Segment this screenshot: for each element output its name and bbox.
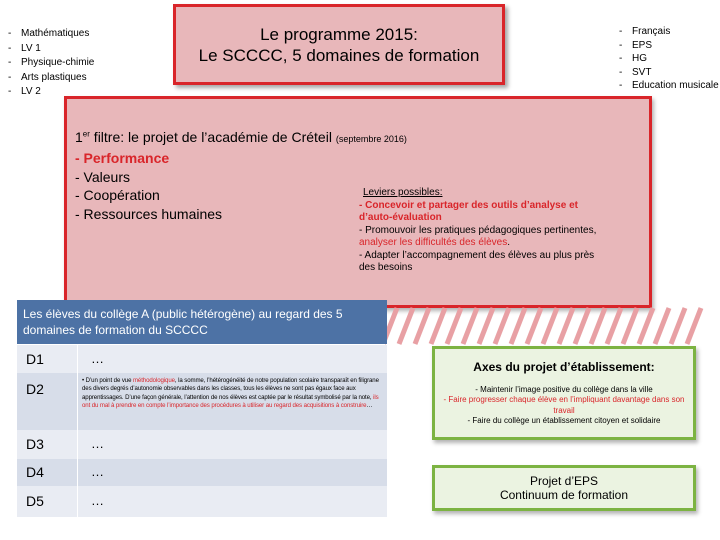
filter-ordinal-suffix: er bbox=[82, 129, 90, 139]
hatch-stripe bbox=[431, 308, 445, 344]
subjects-list-left bbox=[8, 27, 94, 100]
row-value: … bbox=[91, 493, 104, 508]
list-item: - EPS bbox=[619, 39, 719, 53]
list-item: - LV 2 bbox=[8, 85, 94, 100]
hatch-stripe bbox=[463, 308, 477, 344]
row-label: D3 bbox=[26, 436, 44, 452]
hatch-stripe bbox=[447, 308, 461, 344]
hatch-stripe bbox=[575, 308, 589, 344]
row-label: D1 bbox=[26, 351, 44, 367]
hatch-stripe bbox=[623, 308, 637, 344]
eps-line-1: Projet d’EPS bbox=[529, 474, 599, 488]
title-line-2: Le SCCCC, 5 domaines de formation bbox=[198, 45, 480, 65]
lever-2 bbox=[359, 225, 603, 250]
table-row bbox=[17, 459, 387, 486]
divider bbox=[77, 486, 78, 517]
hatch-stripe bbox=[671, 308, 685, 344]
lever-2-end: . bbox=[507, 237, 511, 248]
eps-line-2: Continuum de formation bbox=[499, 488, 629, 502]
axis-item: - Maintenir l’image positive du collège dans la ville bbox=[475, 385, 653, 394]
hatch-stripe bbox=[495, 308, 509, 344]
list-item: - Mathématiques bbox=[8, 27, 94, 42]
row-value: … bbox=[91, 351, 104, 366]
divider bbox=[77, 459, 78, 486]
filter-item-ressources: - Ressources humaines bbox=[75, 205, 223, 222]
eps-project-box bbox=[432, 465, 696, 511]
hatch-stripe bbox=[607, 308, 621, 344]
list-item: - LV 1 bbox=[8, 42, 94, 57]
students-table-header: Les élèves du collège A (public hétérogène) au regard des 5 domaines de formation du SCCCC bbox=[17, 300, 387, 344]
lever-3: - Adapter l’accompagnement des élèves au plus près des besoins bbox=[359, 249, 595, 273]
subjects-list-right bbox=[619, 25, 719, 93]
hatch-stripe bbox=[559, 308, 573, 344]
filter-item-performance: - Performance bbox=[75, 150, 170, 166]
filter-heading-date: (septembre 2016) bbox=[335, 134, 407, 144]
divider bbox=[77, 345, 78, 373]
d2-text-d: ils ont du mal à prendre en compte l’importance des procédures à utiliser au regard des acquisitions à construire bbox=[82, 393, 379, 409]
list-item: - HG bbox=[619, 52, 719, 66]
lever-2-text: - Promouvoir les pratiques pédagogiques pertinentes, bbox=[359, 224, 597, 236]
hatch-stripe bbox=[399, 308, 413, 344]
levers-title: Leviers possibles: bbox=[363, 187, 443, 198]
d2-text-e: … bbox=[366, 401, 373, 409]
list-item: - Arts plastiques bbox=[8, 71, 94, 86]
hatch-stripe bbox=[639, 308, 653, 344]
row-label: D2 bbox=[26, 381, 44, 397]
row-value: … bbox=[91, 464, 104, 479]
d2-text-a: • D’un point de vue bbox=[82, 377, 133, 384]
levers-text bbox=[359, 187, 603, 275]
lever-2-highlight: analyser les difficultés des élèves bbox=[359, 237, 508, 248]
divider bbox=[77, 430, 78, 459]
title-line-1: Le programme 2015: bbox=[260, 24, 418, 44]
filter-heading bbox=[75, 129, 407, 145]
filter-heading-text: filtre: le projet de l’académie de Créteil bbox=[89, 129, 336, 145]
axis-item: - Faire progresser chaque élève en l’impliquant davantage dans son travail bbox=[443, 395, 685, 415]
d2-description bbox=[82, 377, 384, 410]
filter-items bbox=[75, 149, 222, 223]
hatch-stripe bbox=[479, 308, 493, 344]
row-label: D5 bbox=[26, 493, 44, 509]
axes-list bbox=[435, 385, 693, 426]
list-item: - Education musicale bbox=[619, 79, 719, 93]
table-row bbox=[17, 345, 387, 373]
hatched-connector bbox=[385, 306, 720, 346]
lever-1: - Concevoir et partager des outils d’analyse et d’auto-évaluation bbox=[359, 199, 578, 223]
table-row bbox=[17, 430, 387, 459]
list-item: - SVT bbox=[619, 66, 719, 80]
filter-ordinal: 1 bbox=[75, 129, 83, 145]
table-row bbox=[17, 486, 387, 517]
hatch-stripe bbox=[415, 308, 429, 344]
row-value: … bbox=[91, 436, 104, 451]
row-label: D4 bbox=[26, 464, 44, 480]
hatch-stripe bbox=[687, 308, 701, 344]
hatch-stripe bbox=[543, 308, 557, 344]
axis-item: - Faire du collège un établissement citoyen et solidaire bbox=[467, 415, 661, 425]
table-row bbox=[17, 373, 387, 430]
academy-filter-box bbox=[64, 96, 652, 308]
hatch-stripe bbox=[591, 308, 605, 344]
list-item: - Français bbox=[619, 25, 719, 39]
filter-item-valeurs: - Valeurs bbox=[75, 168, 130, 185]
d2-text-b: méthodologique bbox=[132, 377, 175, 384]
school-project-axes-box bbox=[432, 346, 696, 440]
hatch-stripe bbox=[655, 308, 669, 344]
filter-item-cooperation: - Coopération bbox=[75, 187, 160, 203]
list-item: - Physique-chimie bbox=[8, 56, 94, 71]
title-box bbox=[173, 4, 505, 85]
d2-text-c: , la somme, l’hétérogénéité de notre population scolaire transparaît en filigrane des divers degrés d’autonomie observables dans les classes, tous les élèves ne sont pas égaux face aux apprentissages. D’une façon générale, l’attention de nos élèves est captée par le résultat symbolisé par la note, bbox=[82, 377, 379, 401]
hatch-stripe bbox=[527, 308, 541, 344]
divider bbox=[77, 373, 78, 430]
axes-title: Axes du projet d’établissement: bbox=[473, 360, 655, 374]
hatch-stripe bbox=[511, 308, 525, 344]
